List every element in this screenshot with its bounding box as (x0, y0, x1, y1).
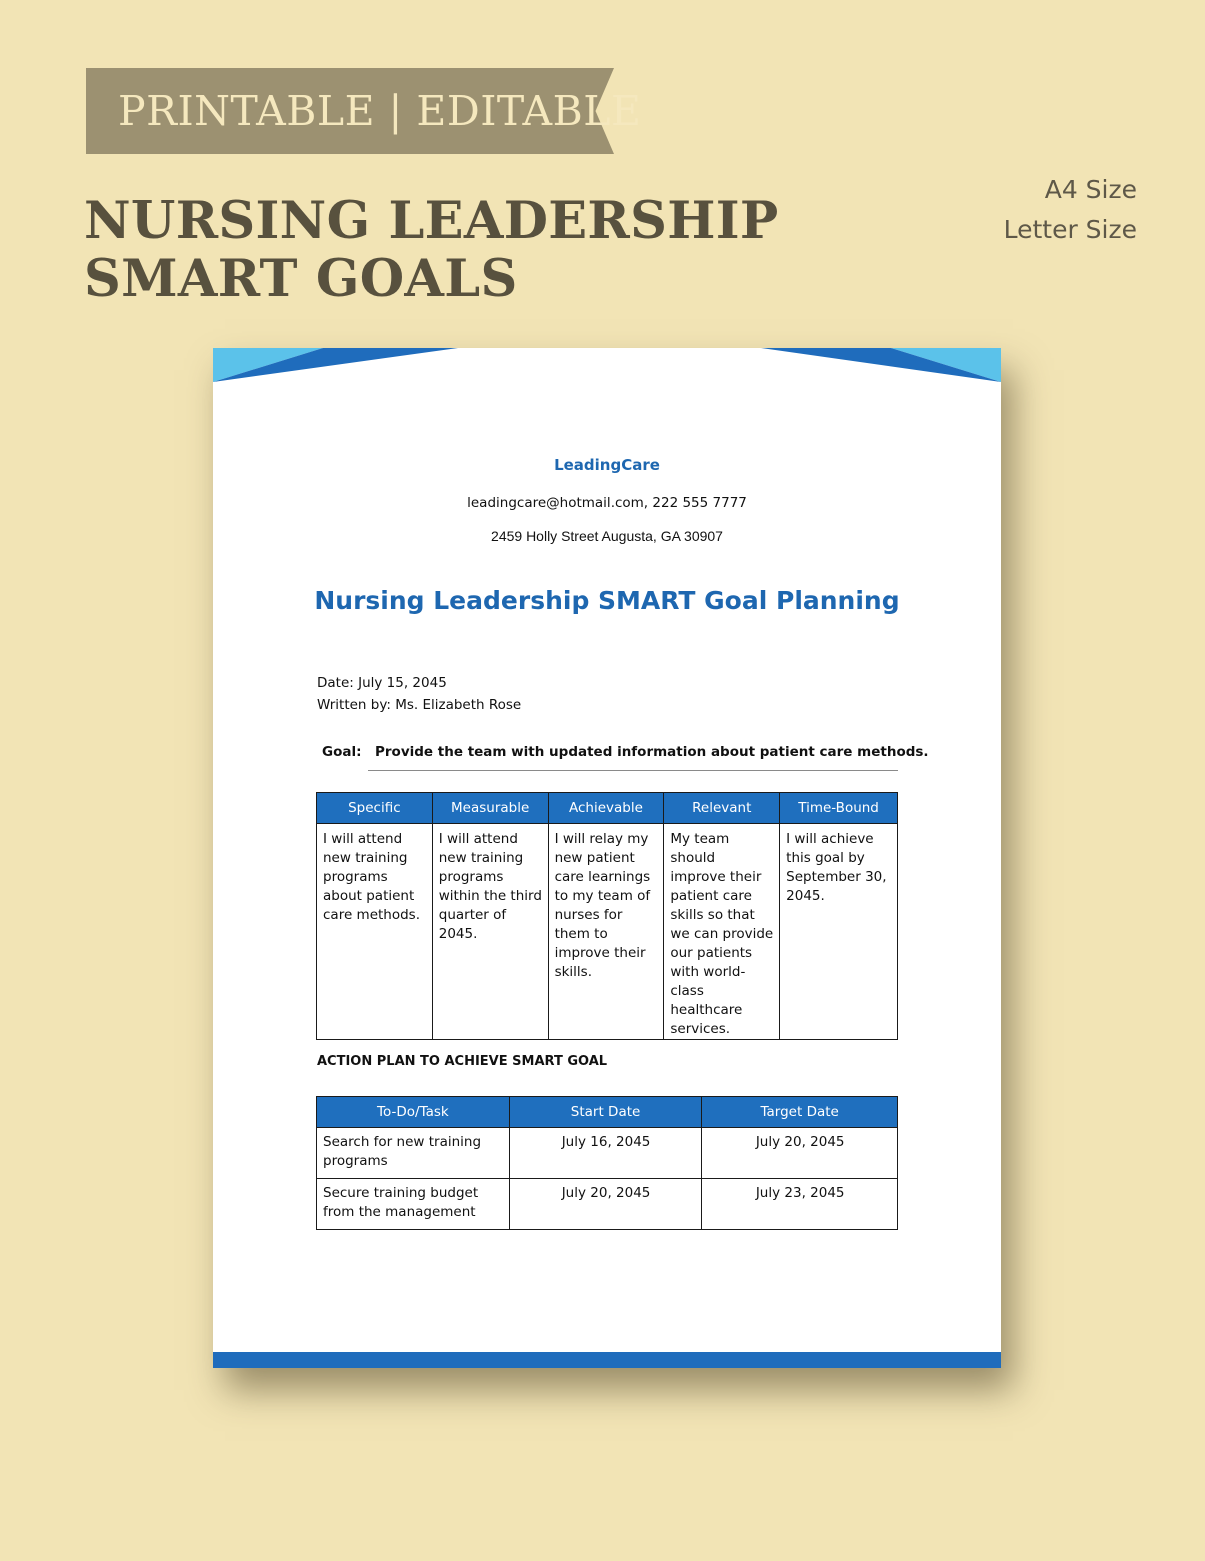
plan-header-target: Target Date (702, 1097, 898, 1128)
goal-label: Goal: (322, 744, 362, 760)
goal-text: Provide the team with updated information about patient care methods. (375, 744, 929, 760)
smart-cell-specific: I will attend new training programs about patient care methods. (317, 824, 433, 1040)
smart-header-row (317, 793, 898, 824)
smart-cell-time-bound: I will achieve this goal by September 30, 2045. (780, 824, 898, 1040)
size-options (1004, 170, 1137, 250)
company-contact: leadingcare@hotmail.com, 222 555 7777 (467, 495, 747, 511)
smart-cell-achievable: I will relay my new patient care learnings to my team of nurses for them to improve their skills. (548, 824, 664, 1040)
plan-start-date: July 16, 2045 (509, 1128, 702, 1179)
smart-header-measurable: Measurable (432, 793, 548, 824)
company-address: 2459 Holly Street Augusta, GA 30907 (491, 528, 723, 544)
header-decoration (213, 348, 1001, 388)
smart-content-row (317, 824, 898, 1040)
smart-header-achievable: Achievable (548, 793, 664, 824)
document-title: Nursing Leadership SMART Goal Planning (314, 586, 900, 615)
plan-task: Search for new training programs (317, 1128, 510, 1179)
plan-target-date: July 20, 2045 (702, 1128, 898, 1179)
action-plan-heading: ACTION PLAN TO ACHIEVE SMART GOAL (317, 1054, 608, 1069)
plan-header-start: Start Date (509, 1097, 702, 1128)
size-letter: Letter Size (1003, 215, 1137, 244)
company-name: LeadingCare (554, 456, 660, 474)
plan-header-task: To-Do/Task (317, 1097, 510, 1128)
table-row (317, 1179, 898, 1230)
plan-header-row (317, 1097, 898, 1128)
smart-goal-table (316, 792, 898, 1040)
table-row (317, 1128, 898, 1179)
plan-start-date: July 20, 2045 (509, 1179, 702, 1230)
footer-bar (213, 1352, 1001, 1368)
size-a4: A4 Size (1044, 175, 1137, 204)
document-date: Date: July 15, 2045 (317, 675, 447, 691)
goal-underline (368, 770, 898, 771)
document-meta (317, 672, 521, 716)
plan-target-date: July 23, 2045 (702, 1179, 898, 1230)
main-title (84, 192, 779, 308)
document-page (213, 348, 1001, 1368)
main-title-line1: NURSING LEADERSHIP (84, 191, 779, 251)
banner-text: PRINTABLE | EDITABLE (118, 87, 642, 135)
action-plan-table (316, 1096, 898, 1230)
plan-task: Secure training budget from the management (317, 1179, 510, 1230)
smart-header-specific: Specific (317, 793, 433, 824)
smart-cell-relevant: My team should improve their patient care skills so that we can provide our patients with world-class healthcare services. (664, 824, 780, 1040)
smart-header-relevant: Relevant (664, 793, 780, 824)
main-title-line2: SMART GOALS (84, 249, 518, 309)
smart-cell-measurable: I will attend new training programs within the third quarter of 2045. (432, 824, 548, 1040)
smart-header-time-bound: Time-Bound (780, 793, 898, 824)
document-author: Written by: Ms. Elizabeth Rose (317, 697, 522, 713)
